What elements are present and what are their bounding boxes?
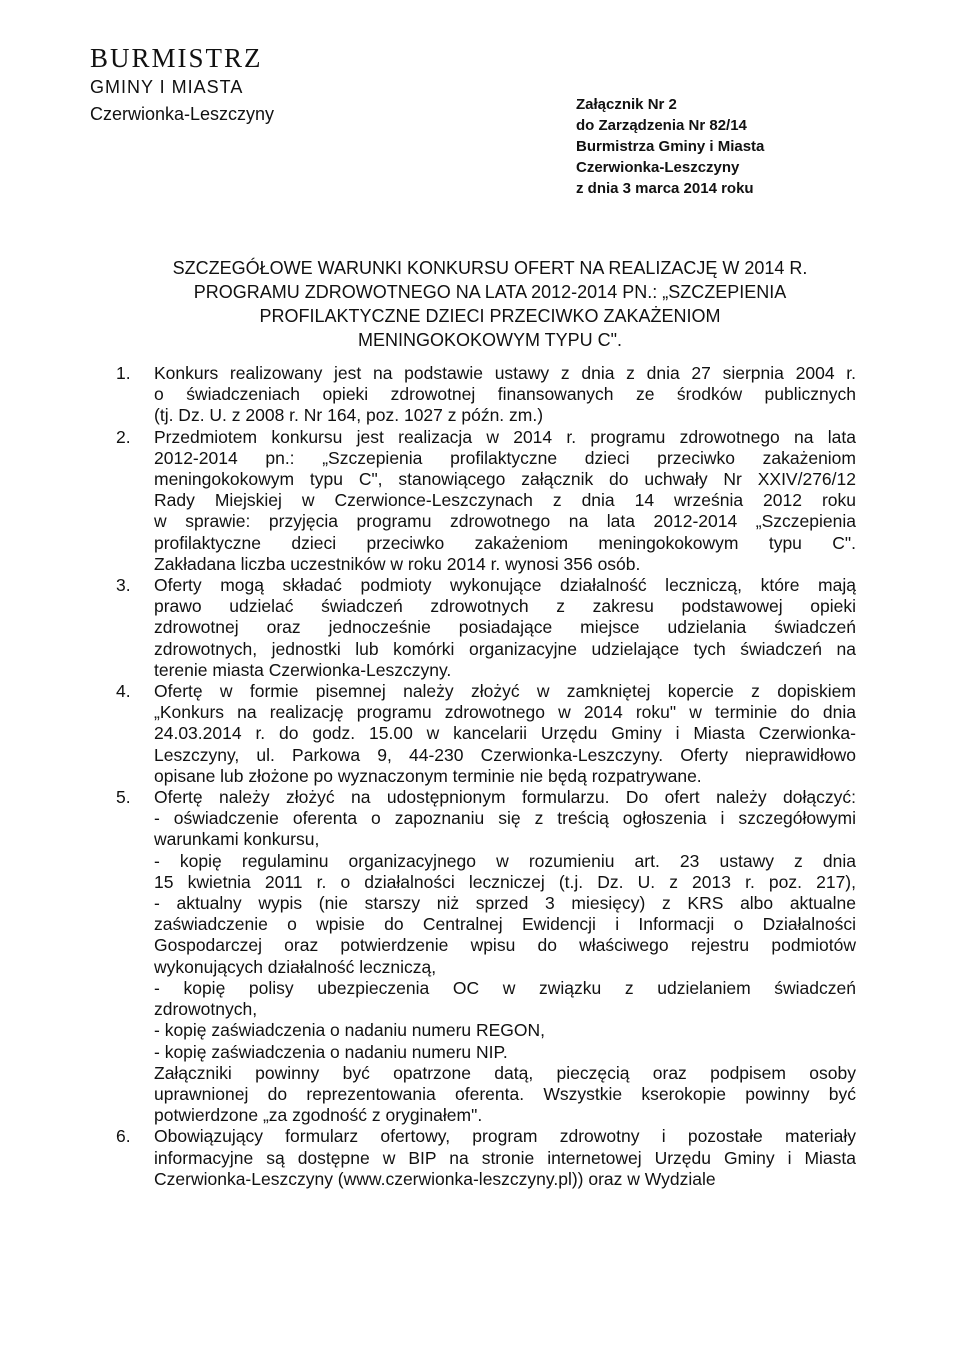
text-line: - kopię zaświadczenia o nadaniu numeru REGON, bbox=[154, 1020, 546, 1041]
list-item-number: 4. bbox=[116, 681, 131, 702]
text-line: profilaktyczne dzieci przeciwko zakażeniom meningokokowym typu C". bbox=[154, 532, 856, 553]
annex-line: Burmistrza Gminy i Miasta bbox=[576, 138, 765, 155]
list-item bbox=[116, 363, 856, 427]
annex-line: z dnia 3 marca 2014 roku bbox=[576, 180, 754, 197]
text-line: o świadczeniach opieki zdrowotnej finansowanych ze środków publicznych bbox=[154, 384, 856, 405]
text-line: (tj. Dz. U. z 2008 r. Nr 164, poz. 1027 z późn. zm.) bbox=[154, 405, 544, 426]
list-item-text bbox=[154, 787, 856, 1126]
list-item bbox=[116, 787, 856, 1126]
text-line: - kopię regulaminu organizacyjnego w rozumieniu art. 23 ustawy z dnia bbox=[154, 850, 856, 871]
document-title bbox=[140, 256, 840, 352]
text-line: - kopię zaświadczenia o nadaniu numeru NIP. bbox=[154, 1041, 508, 1062]
list-item-text bbox=[154, 427, 856, 575]
text-line: 15 kwietnia 2011 r. o działalności leczniczej (t.j. Dz. U. z 2013 r. poz. 217), bbox=[154, 871, 856, 892]
annex-line: Czerwionka-Leszczyny bbox=[576, 159, 740, 176]
list-item-number: 5. bbox=[116, 787, 131, 808]
annex-line: Załącznik Nr 2 bbox=[576, 96, 677, 113]
text-line: wykonujących działalność leczniczą, bbox=[154, 956, 437, 977]
text-line: Czerwionka-Leszczyny (www.czerwionka-leszczyny.pl)) oraz w Wydziale bbox=[154, 1168, 716, 1189]
text-line: w sprawie: przyjęcia programu zdrowotnego na lata 2012-2014 „Szczepienia bbox=[154, 511, 856, 532]
text-line: - kopię polisy ubezpieczenia OC w związku z udzielaniem świadczeń bbox=[154, 977, 856, 998]
list-item-number: 2. bbox=[116, 426, 131, 447]
text-line: zdrowotnej oraz jednocześnie posiadające miejsce udzielania świadczeń bbox=[154, 617, 856, 638]
text-line: Załączniki powinny być opatrzone datą, pieczęcią oraz podpisem osoby bbox=[154, 1062, 856, 1083]
text-line: - aktualny wypis (nie starszy niż sprzed 3 miesięcy) z KRS albo aktualne bbox=[154, 893, 856, 914]
text-line: Zakładana liczba uczestników w roku 2014 r. wynosi 356 osób. bbox=[154, 553, 641, 574]
text-line: Rady Miejskiej w Czerwionce-Leszczynach z dnia 14 września 2012 roku bbox=[154, 490, 856, 511]
issuer-header bbox=[90, 42, 274, 126]
text-line: Konkurs realizowany jest na podstawie ustawy z dnia z dnia 27 sierpnia 2004 r. bbox=[154, 363, 856, 383]
title-line: PROGRAMU ZDROWOTNEGO NA LATA 2012-2014 PN.: „SZCZEPIENIA bbox=[193, 282, 787, 302]
list-item-text bbox=[154, 575, 856, 681]
title-line: PROFILAKTYCZNE DZIECI PRZECIWKO ZAKAŻENIOM bbox=[259, 306, 721, 326]
text-line: - oświadczenie oferenta o zapoznaniu się z treścią ogłoszenia i szczegółowymi bbox=[154, 808, 856, 829]
text-line: opisane lub złożone po wyznaczonym terminie nie będą rozpatrywane. bbox=[154, 765, 702, 786]
list-item-text bbox=[154, 363, 856, 427]
text-line: potwierdzone „za zgodność z oryginałem". bbox=[154, 1105, 483, 1126]
text-line: Oferty mogą składać podmioty wykonujące działalność leczniczą, które mają bbox=[154, 575, 856, 596]
list-item-number: 1. bbox=[116, 363, 131, 383]
text-line: Obowiązujący formularz ofertowy, program zdrowotny i pozostałe materiały bbox=[154, 1126, 856, 1147]
issuer-municipality: Czerwionka-Leszczyny bbox=[90, 104, 275, 124]
text-line: „Konkurs na realizację programu zdrowotnego w 2014 roku" w terminie do dnia bbox=[154, 702, 856, 723]
title-line: MENINGOKOKOWYM TYPU C". bbox=[357, 330, 623, 350]
list-item bbox=[116, 681, 856, 787]
text-line: informacyjne są dostępne w BIP na stronie internetowej Urzędu Gminy i Miasta bbox=[154, 1147, 856, 1168]
text-line: terenie miasta Czerwionka-Leszczyny. bbox=[154, 659, 452, 680]
list-item-number: 3. bbox=[116, 575, 131, 596]
numbered-list bbox=[116, 363, 856, 1190]
text-line: zaświadczenie o wpisie do Centralnej Ewidencji i Informacji o Działalności bbox=[154, 914, 856, 935]
title-line: SZCZEGÓŁOWE WARUNKI KONKURSU OFERT NA REALIZACJĘ W 2014 R. bbox=[172, 258, 808, 278]
text-line: Gospodarczej oraz potwierdzenie wpisu do właściwego rejestru podmiotów bbox=[154, 935, 856, 956]
text-line: Przedmiotem konkursu jest realizacja w 2014 r. programu zdrowotnego na lata bbox=[154, 426, 856, 447]
annex-reference bbox=[576, 94, 764, 199]
text-line: Ofertę należy złożyć na udostępnionym formularzu. Do ofert należy dołączyć: bbox=[154, 787, 856, 808]
list-item bbox=[116, 427, 856, 575]
text-line: Ofertę w formie pisemnej należy złożyć w zamkniętej kopercie z dopiskiem bbox=[154, 681, 856, 702]
annex-line: do Zarządzenia Nr 82/14 bbox=[576, 117, 747, 134]
text-line: meningokokowym typu C", stanowiącego załącznik do uchwały Nr XXIV/276/12 bbox=[154, 469, 856, 490]
text-line: prawo udzielać świadczeń zdrowotnych z zakresu podstawowej opieki bbox=[154, 596, 856, 617]
list-item-text bbox=[154, 1126, 856, 1190]
list-item bbox=[116, 1126, 856, 1190]
text-line: zdrowotnych, bbox=[154, 999, 258, 1020]
list-item bbox=[116, 575, 856, 681]
text-line: 2012-2014 pn.: „Szczepienia profilaktyczne dzieci przeciwko zakażeniom bbox=[154, 447, 856, 468]
text-line: zdrowotnych, jednostki lub komórki organizacyjne udzielające tych świadczeń na bbox=[154, 638, 856, 659]
text-line: 24.03.2014 r. do godz. 15.00 w kancelarii Urzędu Gminy i Miasta Czerwionka- bbox=[154, 723, 856, 744]
issuer-title: BURMISTRZ bbox=[90, 43, 263, 73]
issuer-subtitle: GMINY I MIASTA bbox=[90, 77, 244, 97]
text-line: Leszczyny, ul. Parkowa 9, 44-230 Czerwionka-Leszczyny. Oferty nieprawidłowo bbox=[154, 744, 856, 765]
list-item-number: 6. bbox=[116, 1126, 131, 1147]
list-item-text bbox=[154, 681, 856, 787]
text-line: uprawnionej do reprezentowania oferenta. Wszystkie kserokopie powinny być bbox=[154, 1083, 856, 1104]
text-line: warunkami konkursu, bbox=[154, 829, 320, 850]
